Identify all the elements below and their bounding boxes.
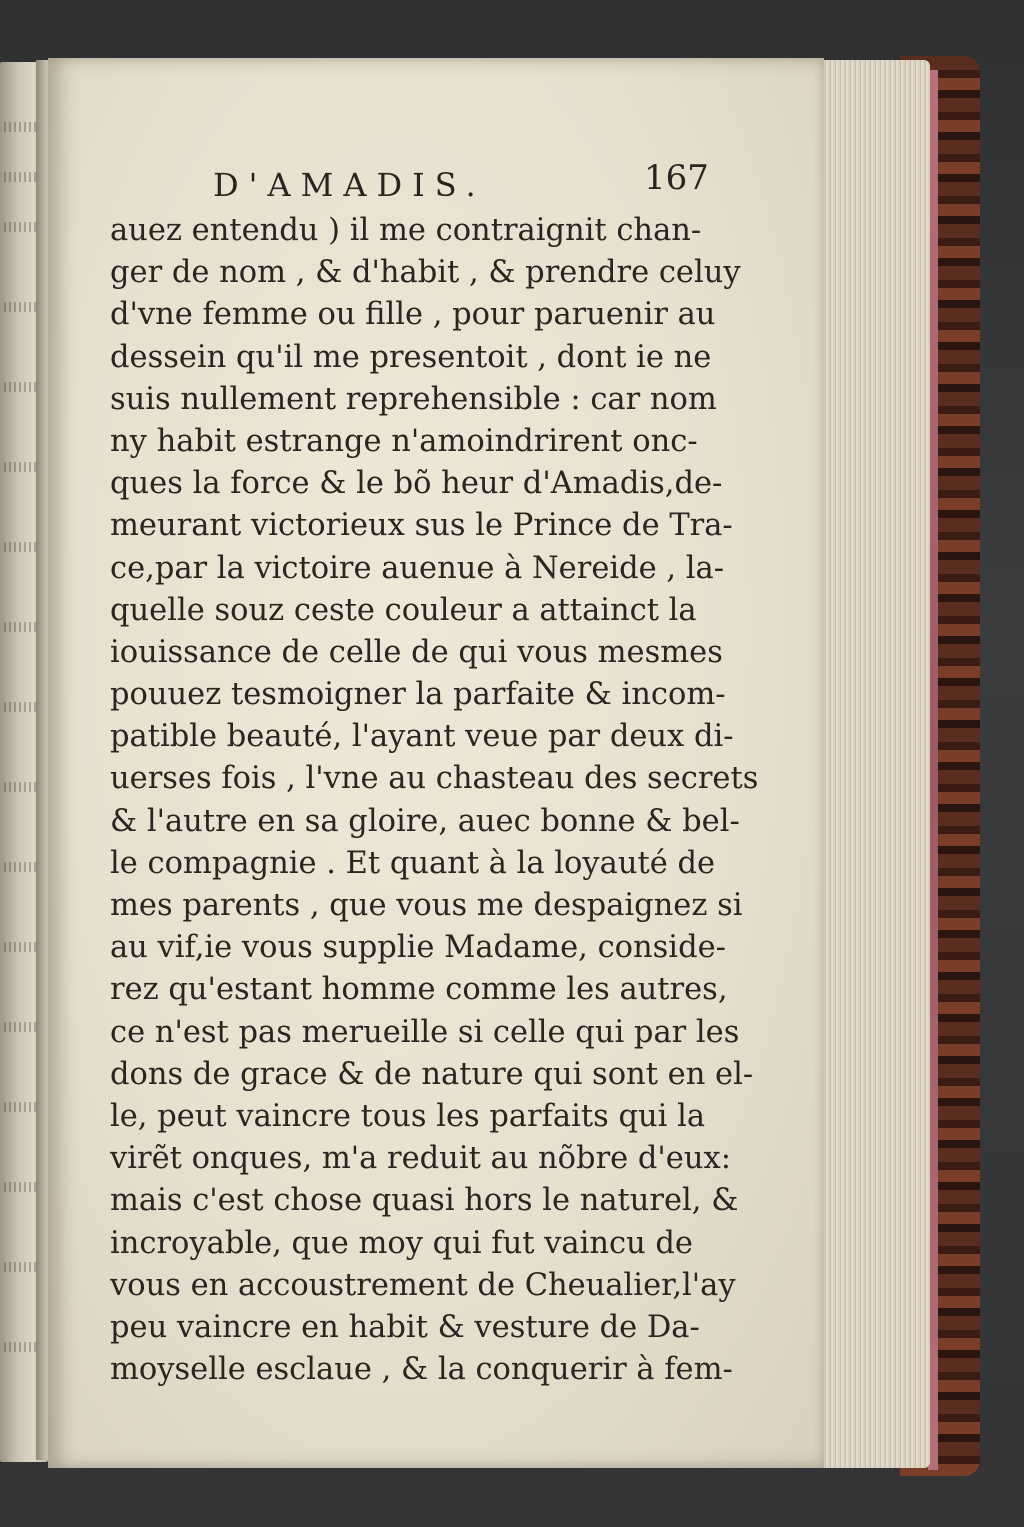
page-header bbox=[158, 158, 718, 208]
text-line: dessein qu'il me presentoit , dont ie ne bbox=[110, 339, 712, 375]
page-number: 167 bbox=[644, 158, 709, 198]
text-line: ny habit estrange n'amoindrirent onc- bbox=[110, 423, 698, 459]
text-line: ger de nom , & d'habit , & prendre celuy bbox=[110, 255, 741, 291]
bleed-through-mark bbox=[4, 782, 38, 792]
text-line: d'vne femme ou fille , pour paruenir au bbox=[110, 297, 716, 333]
text-line: peu vaincre en habit & vesture de Da- bbox=[110, 1309, 700, 1345]
text-line: mais c'est chose quasi hors le naturel, & bbox=[110, 1183, 739, 1219]
bleed-through-mark bbox=[4, 622, 38, 632]
text-line: le, peut vaincre tous les parfaits qui la bbox=[110, 1098, 706, 1134]
page-edges bbox=[808, 60, 930, 1468]
bleed-through-mark bbox=[4, 302, 38, 312]
text-line: dons de grace & de nature qui sont en el- bbox=[110, 1056, 754, 1092]
text-line: vous en accoustrement de Cheualier,l'ay bbox=[110, 1267, 736, 1303]
text-line: rez qu'estant homme comme les autres, bbox=[110, 972, 728, 1008]
text-line: uerses fois , l'vne au chasteau des secrets bbox=[110, 761, 759, 797]
bleed-through-mark bbox=[4, 1342, 38, 1352]
text-line: patible beauté, l'ayant veue par deux di- bbox=[110, 719, 734, 755]
text-line: suis nullement reprehensible : car nom bbox=[110, 381, 717, 417]
bleed-through-mark bbox=[4, 702, 38, 712]
bleed-through-mark bbox=[4, 542, 38, 552]
text-line: incroyable, que moy qui fut vaincu de bbox=[110, 1225, 693, 1261]
bleed-through-mark bbox=[4, 172, 38, 182]
bleed-through-mark bbox=[4, 862, 38, 872]
book-page bbox=[48, 58, 824, 1468]
text-line: meurant victorieux sus le Prince de Tra- bbox=[110, 508, 733, 544]
bleed-through-mark bbox=[4, 382, 38, 392]
bleed-through-mark bbox=[4, 122, 38, 132]
text-line: ce n'est pas merueille si celle qui par les bbox=[110, 1014, 740, 1050]
bleed-through-mark bbox=[4, 1102, 38, 1112]
running-head: D'AMADIS. bbox=[213, 166, 486, 204]
text-line: & l'autre en sa gloire, auec bonne & bel- bbox=[110, 803, 740, 839]
text-line: quelle souz ceste couleur a attainct la bbox=[110, 592, 697, 628]
text-block bbox=[110, 210, 770, 1391]
bleed-through-mark bbox=[4, 1182, 38, 1192]
text-line: auez entendu ) il me contraignit chan- bbox=[110, 213, 702, 248]
text-line: iouissance de celle de qui vous mesmes bbox=[110, 634, 723, 670]
bleed-through-mark bbox=[4, 942, 38, 952]
text-line: virẽt onques, m'a reduit au nõbre d'eux: bbox=[110, 1141, 731, 1177]
text-line: au vif,ie vous supplie Madame, conside- bbox=[110, 930, 726, 966]
bleed-through-mark bbox=[4, 1022, 38, 1032]
bleed-through-mark bbox=[4, 222, 38, 232]
text-line: le compagnie . Et quant à la loyauté de bbox=[110, 845, 716, 881]
text-line: ce,par la victoire auenue à Nereide , la- bbox=[110, 550, 725, 586]
text-line: ques la force & le bõ heur d'Amadis,de- bbox=[110, 466, 723, 502]
text-line: pouuez tesmoigner la parfaite & incom- bbox=[110, 677, 726, 713]
text-line: moyselle esclaue , & la conquerir à fem- bbox=[110, 1352, 733, 1388]
bleed-through-mark bbox=[4, 1262, 38, 1272]
bleed-through-mark bbox=[4, 462, 38, 472]
text-line: mes parents , que vous me despaignez si bbox=[110, 888, 743, 923]
